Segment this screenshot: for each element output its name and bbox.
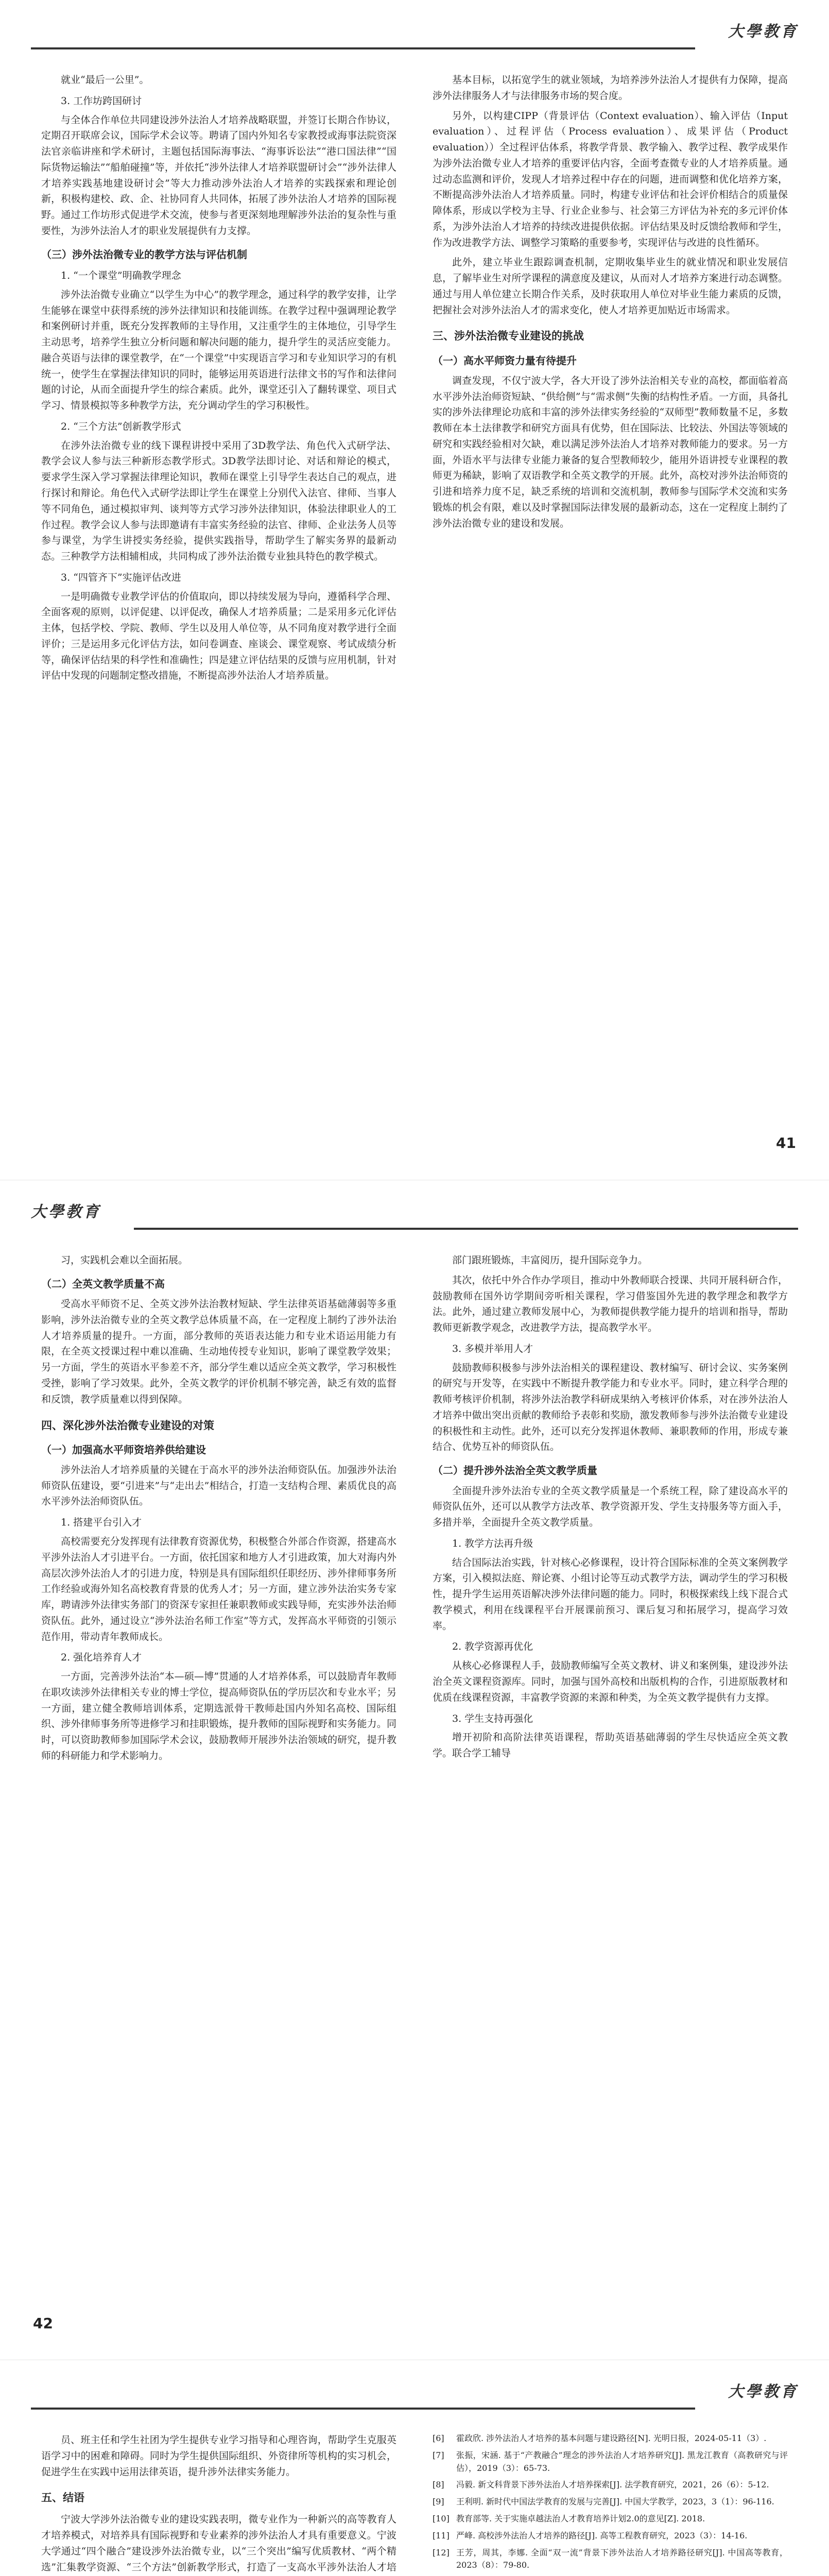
item-heading: 3. 工作坊跨国研讨: [61, 95, 142, 107]
paragraph: 宁波大学涉外法治微专业的建设实践表明，微专业作为一种新兴的高等教育人才培养模式，对培养具有国际视野和专业素养的涉外法治人才具有重要意义。宁波大学通过“四个融合”建设涉外法治微专业，以“三个突出”编写优质教材、“两个精选”汇集教学资源、“三个方法”创新教学形式，打造了一支高水平涉外法治人才培: [41, 2514, 396, 2573]
reference-number: [6]: [433, 2433, 444, 2443]
subsection-heading: （二）全英文教学质量不高: [41, 1277, 165, 1290]
item-heading: 1. 搭建平台引入才: [61, 1517, 142, 1529]
paragraph: 全面提升涉外法治专业的全英文教学质量是一个系统工程，除了建设高水平的师资队伍外，还可以从教学方法改革、教学资源开发、学生支持服务等方面入手，多措并举，全面提升全英文教学质量。: [433, 1485, 788, 1529]
reference-number: [7]: [433, 2450, 444, 2460]
paragraph: 鼓励教师积极参与涉外法治相关的课程建设、教材编写、研讨会议、实务案例的研究与开发等，在实践中不断提升教学能力和专业水平。同时，建立科学合理的教师考核评价机制，将涉外法治教学科研成果纳入考核评价体系，对在涉外法治人才培养中做出突出贡献的教师给予表彰和奖励，激发教师参与涉外法治微专业建设的积极性和主动性。此外，还可以充分发挥退休教师、兼职教师的作用，形成专兼结合、优势互补的师资队伍。: [433, 1362, 788, 1453]
item-heading: 2. 强化培养育人才: [61, 1652, 142, 1664]
item-heading: 2. “三个方法”创新教学形式: [61, 420, 181, 432]
page43-left-column: [41, 2432, 396, 2576]
reference-text: 冯毅. 新文科背景下涉外法治人才培养探索[J]. 法学教育研究，2021，26（6）：5-12.: [456, 2480, 769, 2490]
paragraph: 一是明确微专业教学评估的价值取向，即以持续发展为导向，遵循科学合理、全面客观的原则，以评促建、以评促改，确保人才培养质量；二是采用多元化评估主体，包括学校、学院、教师、学生以及用人单位等，从不同角度对教学进行全面评价；三是运用多元化评估方法，如问卷调查、座谈会、课堂观察、考试成绩分析等，确保评估结果的科学性和准确性；四是建立评估结果的反馈与应用机制，针对评估中发现的问题制定整改措施，不断提高涉外法治人才培养质量。: [41, 590, 396, 682]
reference-text: 王芳，周其，李娜. 全面“双一流”背景下涉外法治人才培养路径研究[J]. 中国高等教育，2023（8）：79-80.: [456, 2547, 788, 2570]
page43-right-column: [433, 2432, 788, 2576]
reference-item: [433, 2449, 788, 2475]
section-heading: 五、结语: [41, 2492, 84, 2504]
reference-item: [433, 2432, 788, 2445]
subsection-heading: （二）提升涉外法治全英文教学质量: [433, 1464, 597, 1477]
paragraph: 员、班主任和学生社团为学生提供专业学习指导和心理咨询，帮助学生克服英语学习中的困难和障碍。同时为学生提供国际组织、外资律所等机构的实习机会，促进学生在实践中运用法律英语，提升涉外法律实务能力。: [41, 2434, 396, 2478]
paragraph: 习，实践机会难以全面拓展。: [61, 1255, 188, 1266]
item-heading: 1. 教学方法再升级: [452, 1537, 533, 1549]
page42-left-column: [41, 1252, 396, 1768]
reference-number: [11]: [433, 2530, 450, 2540]
page41-right-column: [433, 72, 788, 536]
reference-number: [9]: [433, 2497, 444, 2507]
item-heading: 1. “一个课堂”明确教学理念: [61, 270, 181, 282]
item-heading: 2. 教学资源再优化: [452, 1641, 533, 1653]
paragraph: 高校需要充分发挥现有法律教育资源优势，积极整合外部合作资源，搭建高水平涉外法治人才引进平台。一方面，依托国家和地方人才引进政策，加大对海内外高层次涉外法治人才的引进力度，特别是具有国际组织任职经历、涉外律师事务所工作经验或海外知名高校教育背景的优秀人才；另一方面，建立涉外法治实务专家库，聘请涉外法律实务部门的资深专家担任兼职教师或实践导师，充实涉外法治师资队伍。此外，通过设立“涉外法治名师工作室”等方式，发挥高水平师资的引领示范作用，带动青年教师成长。: [41, 1535, 396, 1642]
header-rule: [134, 1228, 798, 1230]
item-heading: 3. 多模并举用人才: [452, 1343, 533, 1354]
paragraph: 结合国际法治实践，针对核心必修课程，设计符合国际标准的全英文案例教学方案，引入模拟法庭、辩论赛、小组讨论等互动式教学方法，调动学生的学习积极性，提升学生运用英语解决涉外法律问题的能力。同时，积极探索线上线下混合式教学模式，利用在线课程平台开展课前预习、课后复习和拓展学习，提高学习效率。: [433, 1556, 788, 1632]
section-heading: 四、深化涉外法治微专业建设的对策: [41, 1419, 214, 1432]
page41-left-column: [41, 72, 396, 688]
paragraph: 涉外法治人才培养质量的关键在于高水平的涉外法治师资队伍。加强涉外法治师资队伍建设，要“引进来”与“走出去”相结合，打造一支结构合理、素质优良的高水平涉外法治师资队伍。: [41, 1464, 396, 1507]
journal-logo: 大學教育: [728, 2383, 798, 2401]
section-heading: 三、涉外法治微专业建设的挑战: [433, 330, 584, 343]
paragraph: 受高水平师资不足、全英文涉外法治教材短缺、学生法律英语基础薄弱等多重影响，涉外法治微专业的全英文教学总体质量不高，在一定程度上制约了涉外法治人才培养质量的提升。一方面，部分教师的英语表达能力和专业术语运用能力有限，在全英文授课过程中难以准确、生动地传授专业知识，影响了课堂教学效果；另一方面，学生的英语水平参差不齐，部分学生难以适应全英文教学，学习积极性受挫，影响了学习效果。此外，全英文教学的评价机制不够完善，缺乏有效的监督和反馈，教学质量难以得到保障。: [41, 1298, 396, 1405]
item-heading: 3. 学生支持再强化: [452, 1713, 533, 1724]
paragraph: 另外，以构建CIPP（背景评估（Context evaluation）、输入评估（Input evaluation）、过程评估（Process evaluation）、成果评估（Product evaluation））全过程评估体系，将教学背景、教学输入、教学过程、教学成果作为涉外法治微专业人才培养的重要评估内容，全面考查微专业的人才培养质量。通过动态监测和评价，发现人才培养过程中存在的问题，进而调整和优化培养方案，不断提高涉外法治人才培养质量。同时，构建专业评估和社会评价相结合的质量保障体系，形成以学校为主导、行业企业参与、社会第三方评估为补充的多元评价体系，为涉外法治人才培养的持续改进提供依据。评估结果及时反馈给教师和学生，作为改进教学方法、调整学习策略的重要参考，实现评估与改进的良性循环。: [433, 110, 788, 248]
reference-item: [433, 2496, 788, 2509]
reference-item: [433, 2530, 788, 2543]
reference-number: [8]: [433, 2480, 444, 2490]
page-number: 41: [776, 1134, 796, 1151]
paragraph: 其次，依托中外合作办学项目，推动中外教师联合授课、共同开展科研合作，鼓励教师在国外访学期间旁听相关课程，学习借鉴国外先进的教学理念和教学方法。此外，通过建立教师发展中心，为教师提供教学能力提升的培训和指导，帮助教师更新教学观念，改进教学方法，提高教学水平。: [433, 1274, 788, 1334]
reference-item: [433, 2547, 788, 2572]
paragraph: 基本目标，以拓宽学生的就业领域，为培养涉外法治人才提供有力保障，提高涉外法律服务人才与法律服务市场的契合度。: [433, 74, 788, 101]
paragraph: 涉外法治微专业确立“以学生为中心”的教学理念，通过科学的教学安排，让学生能够在课堂中获得系统的涉外法律知识和技能训练。在教学过程中强调理论教学和案例研讨并重，既充分发挥教师的主导作用，又注重学生的主体地位，引导学生主动思考，培养学生独立分析问题和解决问题的能力，提升学生的灵活应变能力。融合英语与法律的课堂教学，在“一个课堂”中实现语言学习和专业知识学习的有机统一，使学生在掌握法律知识的同时，能够运用英语进行法律文书的写作和法律问题的讨论，从而全面提升学生的综合素质。此外，课堂还引入了翻转课堂、项目式学习、情景模拟等多种教学方法，充分调动学生的学习积极性。: [41, 289, 396, 412]
header-rule: [31, 2408, 695, 2410]
paragraph: 调查发现，不仅宁波大学，各大开设了涉外法治相关专业的高校，都面临着高水平涉外法治师资短缺、“供给侧”与“需求侧”失衡的结构性矛盾。一方面，具备扎实的涉外法律理论功底和丰富的涉外法律实务经验的“双师型”教师数量不足，多数教师在本土法律教学和研究方面具有优势，但在国际法、比较法、外国法等领域的研究和实践经验相对欠缺，难以满足涉外法治人才培养对教师能力的要求。另一方面，外语水平与法律专业能力兼备的复合型教师较少，能用外语讲授专业课程的教师更为稀缺，影响了双语教学和全英文教学的开展。此外，高校对涉外法治师资的引进和培养力度不足，缺乏系统的培训和交流机制，教师参与国际学术交流和实务锻炼的机会有限，难以及时掌握国际法律发展的最新动态，这在一定程度上制约了涉外法治微专业的建设和发展。: [433, 375, 788, 529]
page-header: [0, 0, 829, 49]
reference-item: [433, 2513, 788, 2526]
page-42: [0, 1180, 829, 2360]
subsection-heading: （三）涉外法治微专业的教学方法与评估机制: [41, 248, 247, 261]
paragraph: 与全体合作单位共同建设涉外法治人才培养战略联盟，并签订长期合作协议，定期召开联席会议，国际学术会议等。聘请了国内外知名专家教授或海事法院资深法官亲临讲座和学术研讨，主题包括国际海事法、“海事诉讼法”“港口国法律”“国际货物运输法”“船舶碰撞”等，并依托“涉外法律人才培养联盟研讨会”“涉外法律人才培养实践基地建设研讨会”等大力推动涉外法治人才培养的实践探索和理论创新，积极构建校、政、企、社协同育人共同体，拓展了涉外法治人才培养的国际视野。通过工作坊形式促进学术交流，使参与者更深刻地理解涉外法治的复杂性与重要性，为涉外法治人才的职业发展提供有力支撑。: [41, 114, 396, 236]
reference-number: [10]: [433, 2513, 450, 2523]
paragraph: 增开初阶和高阶法律英语课程，帮助英语基础薄弱的学生尽快适应全英文教学。联合学工辅导: [433, 1732, 788, 1759]
paragraph: 此外，建立毕业生跟踪调查机制，定期收集毕业生的就业情况和职业发展信息，了解毕业生对所学课程的满意度及建议，从而对人才培养方案进行动态调整。通过与用人单位建立长期合作关系，及时获取用人单位对毕业生能力素质的反馈，把握社会对涉外法治人才的需求变化，使人才培养更加贴近市场需求。: [433, 257, 788, 316]
paragraph: 一方面，完善涉外法治“本—硕—博”贯通的人才培养体系，可以鼓励青年教师在职攻读涉外法律相关专业的博士学位，提高师资队伍的学历层次和专业水平；另一方面，建立健全教师培训体系，定期选派骨干教师赴国内外知名高校、国际组织、涉外律师事务所等进修学习和挂职锻炼，提升教师的国际视野和实务能力。同时，可以资助教师参加国际学术会议，鼓励教师开展涉外法治领域的研究，提升教师的科研能力和学术影响力。: [41, 1671, 396, 1761]
subsection-heading: （一）加强高水平师资培养供给建设: [41, 1443, 206, 1456]
reference-text: 王利明. 新时代中国法学教育的发展与完善[J]. 中国大学教学，2023，3（1）：96-116.: [456, 2497, 774, 2507]
reference-text: 张振，宋涵. 基于“产教融合”理念的涉外法治人才培养研究[J]. 黑龙江教育（高教研究与评估），2019（3）：65-73.: [456, 2450, 788, 2473]
page-43: [0, 2360, 829, 2576]
reference-item: [433, 2479, 788, 2492]
page-number: 42: [33, 2315, 53, 2332]
item-heading: 3. “四管齐下”实施评估改进: [61, 571, 181, 583]
paragraph: 就业“最后一公里”。: [61, 74, 149, 86]
paragraph: 在涉外法治微专业的线下课程讲授中采用了3D教学法、角色代入式研学法、教学会议人参与法三种新形态教学形式。3D教学法即讨论、对话和辩论的模式，要求学生深入学习掌握法律理论知识，教师在课堂上引导学生表达自己的观点，进行探讨和辩论。角色代入式研学法即让学生在课堂上分别代入法官、律师、当事人等不同角色，通过模拟审判、谈判等方式学习涉外法律知识，体验法律职业人的工作过程。教学会议人参与法即邀请有丰富实务经验的法官、律师、企业法务人员等参与课堂，为学生讲授实务经验，提供实践指导，帮助学生了解实务界的最新动态。三种教学方法相辅相成，共同构成了涉外法治微专业独具特色的教学模式。: [41, 439, 396, 563]
journal-logo: 大學教育: [31, 1203, 101, 1221]
page-header: [0, 2360, 829, 2410]
reference-text: 严峰. 高校涉外法治人才培养的路径[J]. 高等工程教育研究，2023（3）：14-16.: [456, 2530, 748, 2540]
paragraph: 从核心必修课程人手，鼓励教师编写全英文教材、讲义和案例集，建设涉外法治全英文课程资源库。同时，加强与国外高校和出版机构的合作，引进原版教材和优质在线课程资源，丰富教学资源的来源和种类，为全英文教学提供有力支撑。: [433, 1660, 788, 1703]
header-rule: [31, 47, 695, 49]
page-header: [0, 1180, 829, 1230]
page42-right-column: [433, 1252, 788, 1766]
journal-logo: 大學教育: [728, 23, 798, 41]
subsection-heading: （一）高水平师资力量有待提升: [433, 354, 577, 367]
reference-text: 霍政欣. 涉外法治人才培养的基本问题与建设路径[N]. 光明日报，2024-05-11（3）.: [456, 2433, 767, 2443]
page-41: [0, 0, 829, 1180]
paragraph: 部门跟班锻炼，丰富阅历，提升国际竞争力。: [452, 1255, 648, 1266]
reference-number: [12]: [433, 2547, 450, 2557]
reference-text: 教育部等. 关于实施卓越法治人才教育培养计划2.0的意见[Z]. 2018.: [456, 2513, 705, 2523]
